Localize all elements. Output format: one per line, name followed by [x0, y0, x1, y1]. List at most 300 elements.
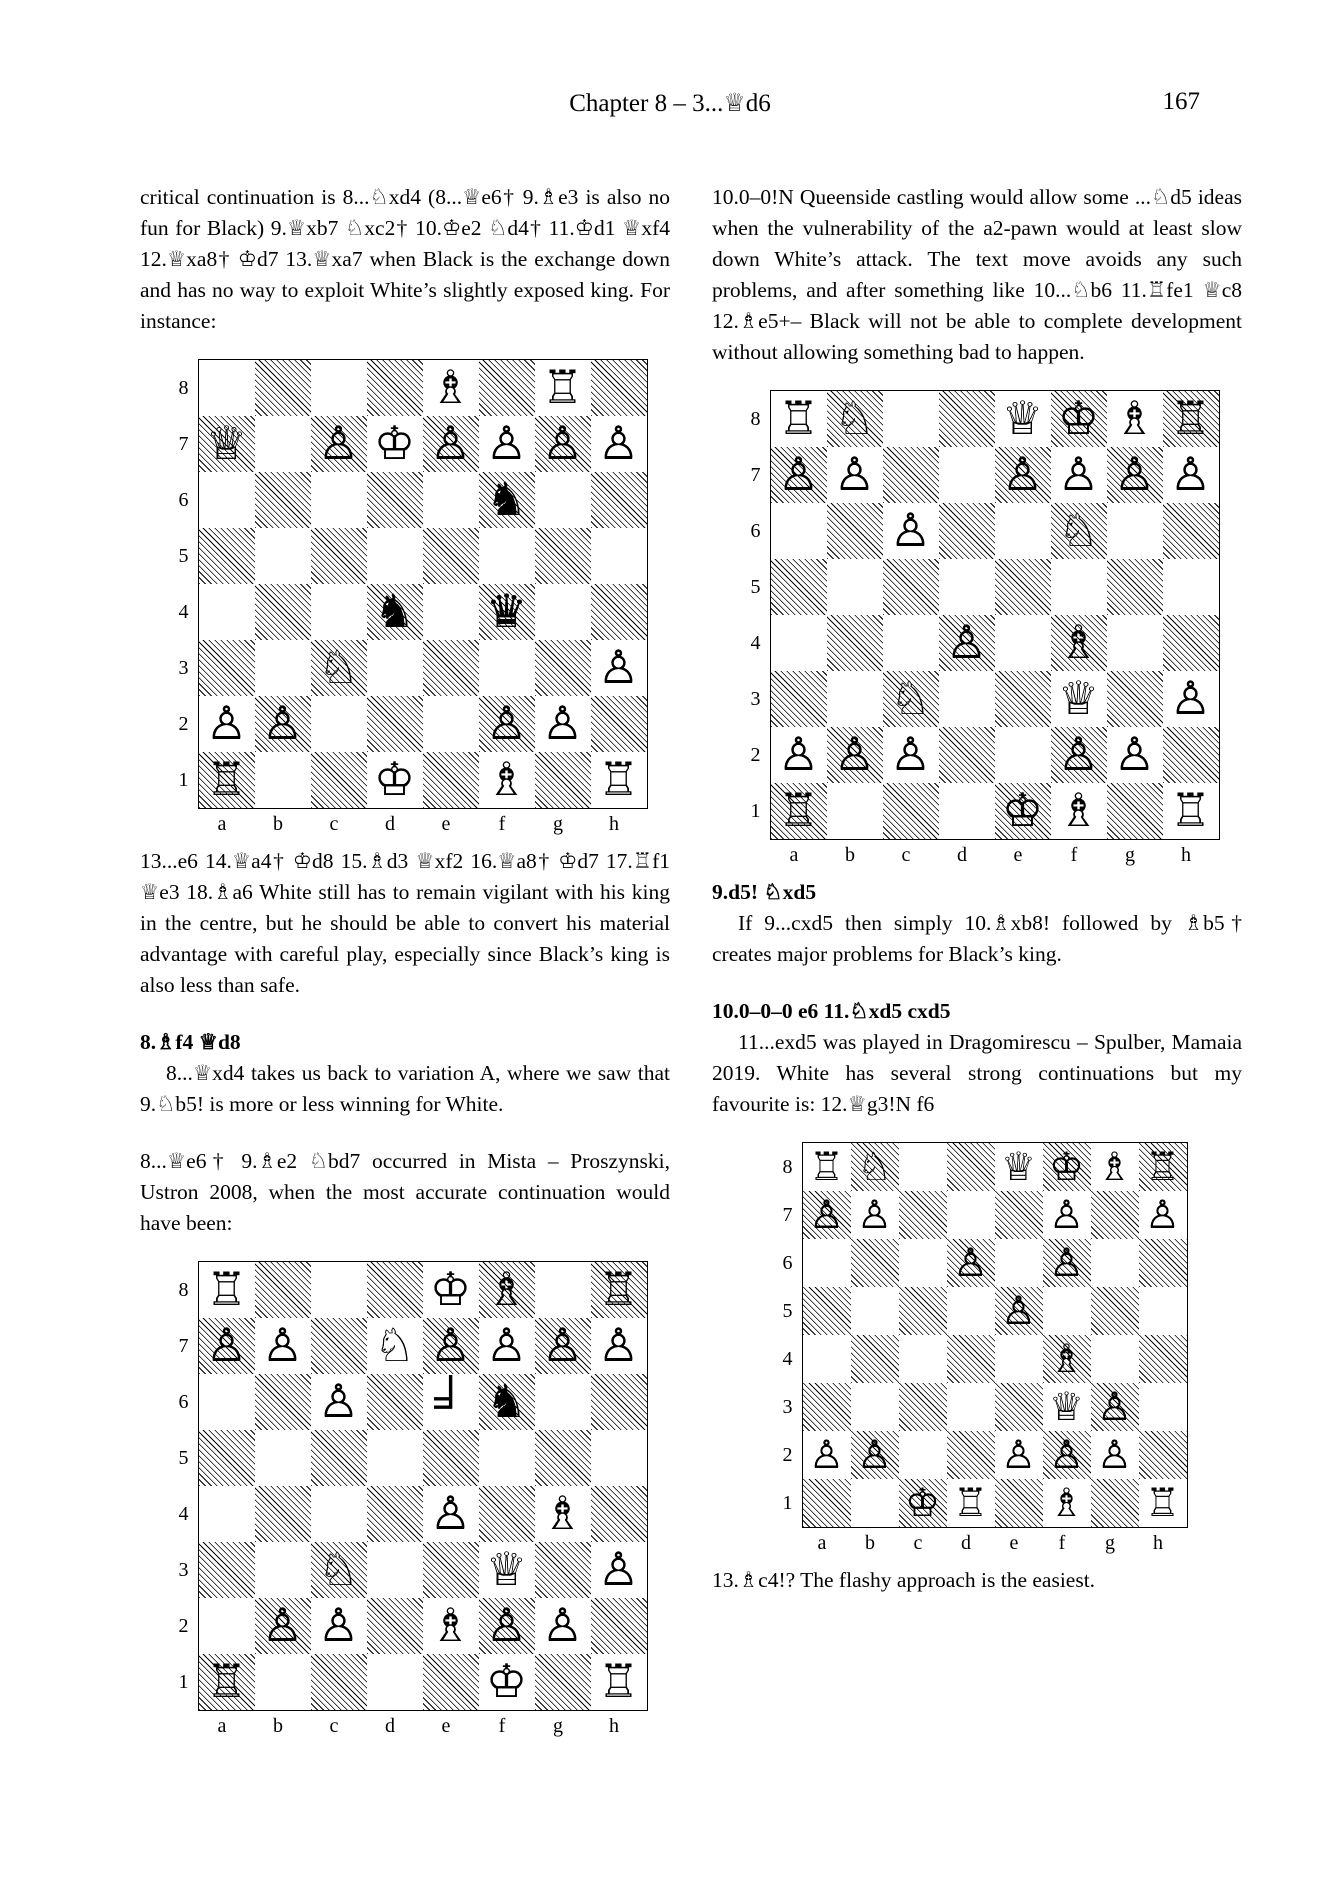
square-g6[interactable]: [1107, 503, 1163, 559]
square-e5[interactable]: [423, 528, 479, 584]
square-c8[interactable]: [311, 1262, 367, 1318]
square-e5[interactable]: [995, 1287, 1043, 1335]
square-d1[interactable]: [939, 783, 995, 839]
square-b3[interactable]: [255, 1542, 311, 1598]
square-h1[interactable]: [1139, 1479, 1187, 1527]
square-e3[interactable]: [995, 671, 1051, 727]
square-f8[interactable]: [479, 1262, 535, 1318]
left-column: [140, 182, 670, 1748]
diagram-1: [198, 359, 648, 809]
chess-piece: ♖: [597, 1656, 640, 1707]
square-h7[interactable]: [591, 1318, 647, 1374]
square-h4[interactable]: [591, 1486, 647, 1542]
square-c6[interactable]: [899, 1239, 947, 1287]
square-g5[interactable]: [1107, 559, 1163, 615]
square-d3[interactable]: [947, 1383, 995, 1431]
square-f1[interactable]: [479, 752, 535, 808]
square-h2[interactable]: [1139, 1431, 1187, 1479]
square-e2[interactable]: [423, 1598, 479, 1654]
square-g6[interactable]: [535, 1374, 591, 1430]
square-b6[interactable]: [851, 1239, 899, 1287]
board-rank: [199, 1542, 647, 1598]
square-a5[interactable]: [199, 528, 255, 584]
square-a7[interactable]: [199, 1318, 255, 1374]
square-c6[interactable]: [883, 503, 939, 559]
chess-piece: ♖: [809, 1145, 844, 1189]
square-d2[interactable]: [939, 727, 995, 783]
square-f7[interactable]: [1051, 447, 1107, 503]
square-a3[interactable]: [199, 1542, 255, 1598]
square-d6[interactable]: [367, 472, 423, 528]
square-g5[interactable]: [1091, 1287, 1139, 1335]
square-f3[interactable]: [1051, 671, 1107, 727]
square-h6[interactable]: [591, 1374, 647, 1430]
square-g5[interactable]: [535, 1430, 591, 1486]
square-e6[interactable]: [995, 1239, 1043, 1287]
square-b2[interactable]: [851, 1431, 899, 1479]
square-c7[interactable]: [899, 1191, 947, 1239]
square-h1[interactable]: [1163, 783, 1219, 839]
square-b4[interactable]: [851, 1335, 899, 1383]
square-f2[interactable]: [479, 1598, 535, 1654]
square-c3[interactable]: [311, 1542, 367, 1598]
chess-piece: ♙: [1169, 449, 1212, 500]
square-g3[interactable]: [535, 1542, 591, 1598]
square-a4[interactable]: [803, 1335, 851, 1383]
square-a6[interactable]: [803, 1239, 851, 1287]
square-h3[interactable]: [591, 640, 647, 696]
square-f6[interactable]: [1051, 503, 1107, 559]
square-f1[interactable]: [1043, 1479, 1091, 1527]
square-g8[interactable]: [1091, 1143, 1139, 1191]
square-h4[interactable]: [1139, 1335, 1187, 1383]
square-e5[interactable]: [995, 559, 1051, 615]
chess-piece: ♙: [429, 1488, 472, 1539]
square-f7[interactable]: [479, 1318, 535, 1374]
square-g3[interactable]: [535, 640, 591, 696]
square-h5[interactable]: [1139, 1287, 1187, 1335]
square-g2[interactable]: [1091, 1431, 1139, 1479]
square-g7[interactable]: [535, 1318, 591, 1374]
square-b7[interactable]: [255, 416, 311, 472]
square-b1[interactable]: [255, 1654, 311, 1710]
square-d8[interactable]: [947, 1143, 995, 1191]
square-e5[interactable]: [423, 1430, 479, 1486]
square-a5[interactable]: [199, 1430, 255, 1486]
board-rank: [803, 1335, 1187, 1383]
file-label: e: [1009, 1532, 1019, 1554]
square-d4[interactable]: [367, 584, 423, 640]
square-e7[interactable]: [423, 416, 479, 472]
square-d6[interactable]: [947, 1239, 995, 1287]
square-e3[interactable]: [423, 640, 479, 696]
square-g8[interactable]: [535, 1262, 591, 1318]
square-d1[interactable]: [367, 1654, 423, 1710]
square-b5[interactable]: [255, 528, 311, 584]
square-f6[interactable]: [479, 472, 535, 528]
square-e7[interactable]: [423, 1318, 479, 1374]
square-e4[interactable]: [995, 1335, 1043, 1383]
square-c1[interactable]: [899, 1479, 947, 1527]
square-b1[interactable]: [827, 783, 883, 839]
square-a3[interactable]: [803, 1383, 851, 1431]
square-a8[interactable]: [803, 1143, 851, 1191]
square-d2[interactable]: [367, 696, 423, 752]
square-e1[interactable]: [423, 752, 479, 808]
square-d5[interactable]: [367, 528, 423, 584]
square-h2[interactable]: [1163, 727, 1219, 783]
square-b6[interactable]: [255, 1374, 311, 1430]
square-c4[interactable]: [311, 1486, 367, 1542]
square-b5[interactable]: [851, 1287, 899, 1335]
square-f2[interactable]: [1051, 727, 1107, 783]
square-d1[interactable]: [947, 1479, 995, 1527]
square-f4[interactable]: [1043, 1335, 1091, 1383]
square-h6[interactable]: [1139, 1239, 1187, 1287]
square-f4[interactable]: [1051, 615, 1107, 671]
square-b8[interactable]: [827, 391, 883, 447]
chess-piece: ♗: [429, 362, 472, 413]
square-b7[interactable]: [851, 1191, 899, 1239]
square-b8[interactable]: [255, 1262, 311, 1318]
rank-label: 2: [750, 744, 761, 766]
square-e6[interactable]: [423, 472, 479, 528]
square-d6[interactable]: [367, 1374, 423, 1430]
square-h6[interactable]: [591, 472, 647, 528]
square-h8[interactable]: [1139, 1143, 1187, 1191]
square-d4[interactable]: [947, 1335, 995, 1383]
square-a2[interactable]: [771, 727, 827, 783]
square-a6[interactable]: [771, 503, 827, 559]
square-e8[interactable]: [423, 360, 479, 416]
square-d5[interactable]: [947, 1287, 995, 1335]
square-e6[interactable]: [995, 503, 1051, 559]
chess-piece: ♛: [485, 586, 528, 637]
square-f4[interactable]: [479, 1486, 535, 1542]
square-b4[interactable]: [827, 615, 883, 671]
square-b2[interactable]: [255, 1598, 311, 1654]
square-a6[interactable]: [199, 1374, 255, 1430]
chess-piece: ♕: [1049, 1385, 1084, 1429]
square-h5[interactable]: [1163, 559, 1219, 615]
square-b3[interactable]: [255, 640, 311, 696]
square-h3[interactable]: [1139, 1383, 1187, 1431]
square-b3[interactable]: [827, 671, 883, 727]
square-c5[interactable]: [899, 1287, 947, 1335]
square-c5[interactable]: [311, 1430, 367, 1486]
square-g2[interactable]: [535, 696, 591, 752]
square-f6[interactable]: [479, 1374, 535, 1430]
square-g1[interactable]: [535, 1654, 591, 1710]
square-c5[interactable]: [883, 559, 939, 615]
square-h7[interactable]: [1163, 447, 1219, 503]
square-a1[interactable]: [199, 1654, 255, 1710]
square-a4[interactable]: [199, 1486, 255, 1542]
square-h7[interactable]: [1139, 1191, 1187, 1239]
square-f5[interactable]: [1051, 559, 1107, 615]
square-h4[interactable]: [591, 584, 647, 640]
square-d2[interactable]: [367, 1598, 423, 1654]
square-c2[interactable]: [899, 1431, 947, 1479]
square-e4[interactable]: [423, 584, 479, 640]
square-e3[interactable]: [995, 1383, 1043, 1431]
file-label: e: [441, 813, 451, 835]
chess-piece: ♘: [1057, 505, 1100, 556]
board-rank: [771, 671, 1219, 727]
square-e2[interactable]: [995, 727, 1051, 783]
square-a4[interactable]: [199, 584, 255, 640]
square-a1[interactable]: [199, 752, 255, 808]
square-d3[interactable]: [367, 640, 423, 696]
square-g1[interactable]: [1091, 1479, 1139, 1527]
square-c2[interactable]: [311, 696, 367, 752]
square-a3[interactable]: [771, 671, 827, 727]
square-b6[interactable]: [827, 503, 883, 559]
square-a7[interactable]: [199, 416, 255, 472]
file-label: h: [1181, 844, 1191, 866]
square-a5[interactable]: [803, 1287, 851, 1335]
square-f1[interactable]: [479, 1654, 535, 1710]
square-a2[interactable]: [199, 1598, 255, 1654]
square-g2[interactable]: [535, 1598, 591, 1654]
square-d8[interactable]: [367, 360, 423, 416]
square-b8[interactable]: [851, 1143, 899, 1191]
square-b7[interactable]: [827, 447, 883, 503]
square-h8[interactable]: [591, 1262, 647, 1318]
square-c4[interactable]: [311, 584, 367, 640]
square-g8[interactable]: [1107, 391, 1163, 447]
square-d2[interactable]: [947, 1431, 995, 1479]
square-g5[interactable]: [535, 528, 591, 584]
square-c7[interactable]: [311, 1318, 367, 1374]
square-b1[interactable]: [851, 1479, 899, 1527]
square-g6[interactable]: [1091, 1239, 1139, 1287]
board-rank: [771, 727, 1219, 783]
rank-label: 4: [178, 1503, 189, 1525]
square-e4[interactable]: [995, 615, 1051, 671]
rank-label: 6: [178, 489, 189, 511]
right-column: [712, 182, 1242, 1596]
square-d4[interactable]: [939, 615, 995, 671]
square-h1[interactable]: [591, 752, 647, 808]
square-c5[interactable]: [311, 528, 367, 584]
chess-piece: ♔: [1001, 785, 1044, 836]
square-h2[interactable]: [591, 1598, 647, 1654]
square-f2[interactable]: [1043, 1431, 1091, 1479]
rank-label: 6: [750, 520, 761, 542]
square-c3[interactable]: [899, 1383, 947, 1431]
square-f8[interactable]: [1043, 1143, 1091, 1191]
square-b4[interactable]: [255, 1486, 311, 1542]
square-g1[interactable]: [535, 752, 591, 808]
square-d7[interactable]: [939, 447, 995, 503]
square-c8[interactable]: [899, 1143, 947, 1191]
square-a5[interactable]: [771, 559, 827, 615]
board-rank: [199, 1318, 647, 1374]
square-f3[interactable]: [1043, 1383, 1091, 1431]
square-a1[interactable]: [803, 1479, 851, 1527]
square-h3[interactable]: [591, 1542, 647, 1598]
square-h5[interactable]: [591, 528, 647, 584]
square-e1[interactable]: [995, 1479, 1043, 1527]
square-g3[interactable]: [1107, 671, 1163, 727]
square-c2[interactable]: [883, 727, 939, 783]
square-c4[interactable]: [883, 615, 939, 671]
square-e1[interactable]: [423, 1654, 479, 1710]
square-f7[interactable]: [479, 416, 535, 472]
chess-piece: ♙: [429, 418, 472, 469]
square-b7[interactable]: [255, 1318, 311, 1374]
square-e7[interactable]: [995, 1191, 1043, 1239]
square-g4[interactable]: [535, 584, 591, 640]
square-g3[interactable]: [1091, 1383, 1139, 1431]
square-b2[interactable]: [255, 696, 311, 752]
square-c1[interactable]: [311, 1654, 367, 1710]
square-g6[interactable]: [535, 472, 591, 528]
chess-piece: ♙: [833, 729, 876, 780]
board-rank: [771, 391, 1219, 447]
square-f5[interactable]: [1043, 1287, 1091, 1335]
file-label: a: [817, 1532, 827, 1554]
square-g1[interactable]: [1107, 783, 1163, 839]
square-g8[interactable]: [535, 360, 591, 416]
rank-label: 7: [782, 1204, 793, 1226]
square-d3[interactable]: [367, 1542, 423, 1598]
square-e6[interactable]: [423, 1374, 479, 1430]
chess-piece: ♕: [1057, 673, 1100, 724]
square-e8[interactable]: [995, 391, 1051, 447]
square-d5[interactable]: [367, 1430, 423, 1486]
square-f8[interactable]: [1051, 391, 1107, 447]
square-g4[interactable]: [1091, 1335, 1139, 1383]
square-e2[interactable]: [995, 1431, 1043, 1479]
square-c1[interactable]: [311, 752, 367, 808]
square-a1[interactable]: [771, 783, 827, 839]
square-f8[interactable]: [479, 360, 535, 416]
square-f1[interactable]: [1051, 783, 1107, 839]
chess-piece: ♔: [905, 1481, 940, 1525]
square-f6[interactable]: [1043, 1239, 1091, 1287]
square-b4[interactable]: [255, 584, 311, 640]
square-h3[interactable]: [1163, 671, 1219, 727]
rank-label: 7: [178, 1335, 189, 1357]
square-d8[interactable]: [939, 391, 995, 447]
square-h6[interactable]: [1163, 503, 1219, 559]
square-c3[interactable]: [311, 640, 367, 696]
rank-label: 3: [782, 1396, 793, 1418]
square-h8[interactable]: [591, 360, 647, 416]
square-f3[interactable]: [479, 640, 535, 696]
square-g2[interactable]: [1107, 727, 1163, 783]
square-c2[interactable]: [311, 1598, 367, 1654]
square-h8[interactable]: [1163, 391, 1219, 447]
square-h5[interactable]: [591, 1430, 647, 1486]
square-b8[interactable]: [255, 360, 311, 416]
square-d7[interactable]: [947, 1191, 995, 1239]
chess-piece: ♖: [597, 754, 640, 805]
square-d3[interactable]: [939, 671, 995, 727]
square-h2[interactable]: [591, 696, 647, 752]
square-a2[interactable]: [803, 1431, 851, 1479]
square-e2[interactable]: [423, 696, 479, 752]
square-d5[interactable]: [939, 559, 995, 615]
square-d8[interactable]: [367, 1262, 423, 1318]
square-d6[interactable]: [939, 503, 995, 559]
square-e3[interactable]: [423, 1542, 479, 1598]
square-g4[interactable]: [535, 1486, 591, 1542]
square-c6[interactable]: [311, 472, 367, 528]
square-e8[interactable]: [423, 1262, 479, 1318]
square-f2[interactable]: [479, 696, 535, 752]
square-b3[interactable]: [851, 1383, 899, 1431]
square-f5[interactable]: [479, 1430, 535, 1486]
square-e1[interactable]: [995, 783, 1051, 839]
square-g7[interactable]: [1107, 447, 1163, 503]
square-c6[interactable]: [311, 1374, 367, 1430]
square-a6[interactable]: [199, 472, 255, 528]
square-b6[interactable]: [255, 472, 311, 528]
square-c3[interactable]: [883, 671, 939, 727]
rank-label: 1: [782, 1492, 793, 1514]
square-b5[interactable]: [255, 1430, 311, 1486]
square-d7[interactable]: [367, 1318, 423, 1374]
square-h1[interactable]: [591, 1654, 647, 1710]
file-label: d: [385, 1715, 395, 1737]
square-f3[interactable]: [479, 1542, 535, 1598]
square-c7[interactable]: [311, 416, 367, 472]
square-b1[interactable]: [255, 752, 311, 808]
square-a8[interactable]: [199, 1262, 255, 1318]
file-labels: [798, 1532, 1182, 1555]
square-e4[interactable]: [423, 1486, 479, 1542]
chess-piece: ♞: [485, 474, 528, 525]
square-g4[interactable]: [1107, 615, 1163, 671]
square-g7[interactable]: [1091, 1191, 1139, 1239]
square-a4[interactable]: [771, 615, 827, 671]
square-a3[interactable]: [199, 640, 255, 696]
square-c8[interactable]: [311, 360, 367, 416]
square-a8[interactable]: [771, 391, 827, 447]
chess-piece: ♙: [597, 1544, 640, 1595]
square-c1[interactable]: [883, 783, 939, 839]
file-label: b: [865, 1532, 875, 1554]
square-f7[interactable]: [1043, 1191, 1091, 1239]
chess-diagram-3: [140, 1261, 670, 1738]
square-a7[interactable]: [803, 1191, 851, 1239]
chess-piece: ♖: [1169, 785, 1212, 836]
square-b5[interactable]: [827, 559, 883, 615]
square-f4[interactable]: [479, 584, 535, 640]
square-d1[interactable]: [367, 752, 423, 808]
square-a8[interactable]: [199, 360, 255, 416]
square-d4[interactable]: [367, 1486, 423, 1542]
square-e7[interactable]: [995, 447, 1051, 503]
rank-label: 2: [178, 713, 189, 735]
square-a2[interactable]: [199, 696, 255, 752]
square-a7[interactable]: [771, 447, 827, 503]
square-f5[interactable]: [479, 528, 535, 584]
square-c8[interactable]: [883, 391, 939, 447]
square-e8[interactable]: [995, 1143, 1043, 1191]
square-c4[interactable]: [899, 1335, 947, 1383]
square-h4[interactable]: [1163, 615, 1219, 671]
rank-label: 2: [178, 1615, 189, 1637]
square-c7[interactable]: [883, 447, 939, 503]
square-d7[interactable]: [367, 416, 423, 472]
square-g7[interactable]: [535, 416, 591, 472]
square-b2[interactable]: [827, 727, 883, 783]
square-h7[interactable]: [591, 416, 647, 472]
